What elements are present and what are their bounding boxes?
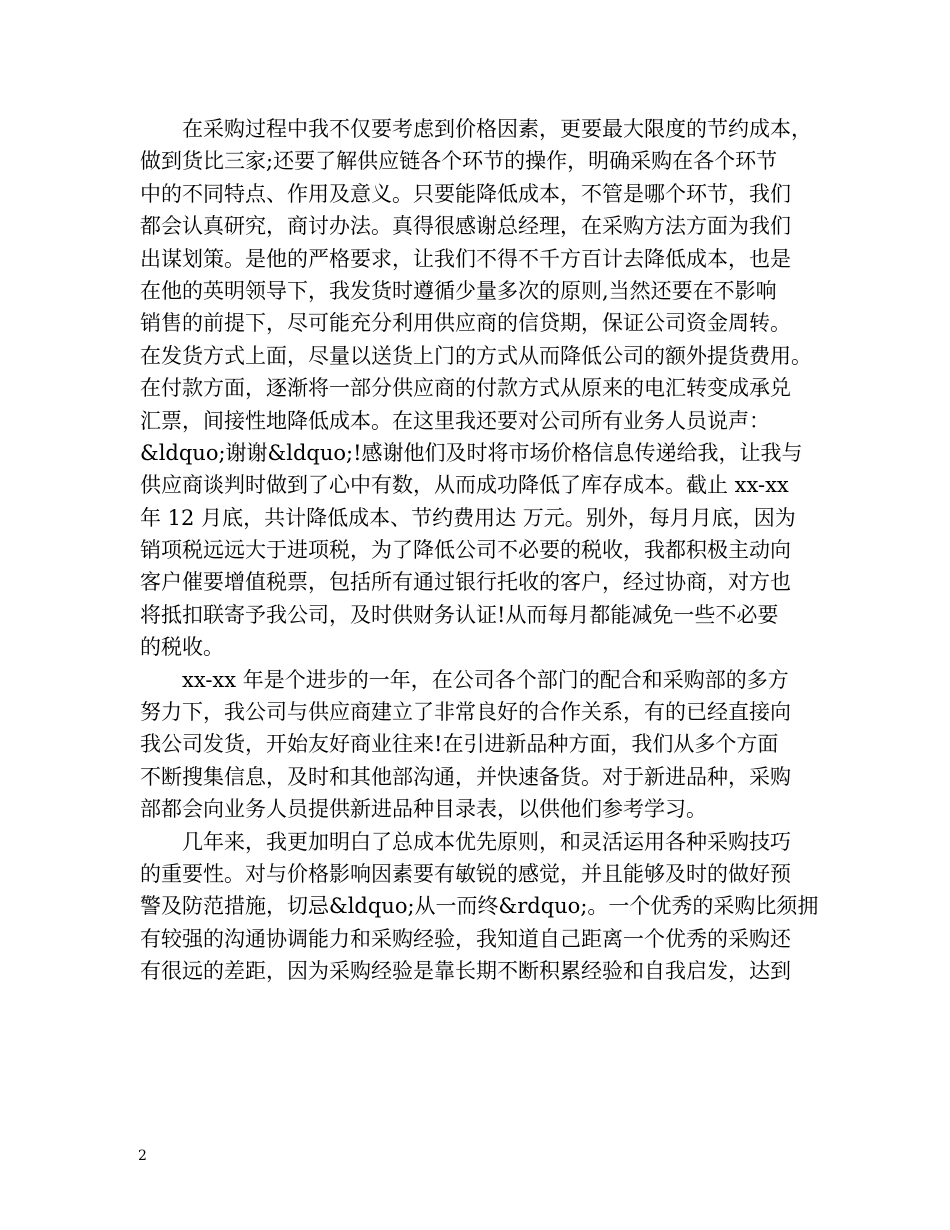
- text-line: 中的不同特点、作用及意义。只要能降低成本，不管是哪个环节，我们: [140, 181, 791, 206]
- text-line: 努力下，我公司与供应商建立了非常良好的合作关系，有的已经直接向: [140, 700, 791, 725]
- paragraph: [140, 826, 840, 988]
- text-line: 做到货比三家;还要了解供应链各个环节的操作，明确采购在各个环节: [140, 149, 778, 174]
- paragraph: [140, 664, 840, 826]
- text-line: 都会认真研究，商讨办法。真得很感谢总经理，在采购方法方面为我们: [140, 214, 791, 239]
- text-line: 部都会向业务人员提供新进品种目录表，以供他们参考学习。: [140, 797, 707, 822]
- text-line: 不断搜集信息，及时和其他部沟通，并快速备货。对于新进品种，采购: [140, 764, 791, 789]
- page-number: 2: [138, 1148, 147, 1164]
- text-line: 销售的前提下，尽可能充分利用供应商的信贷期，保证公司资金周转。: [140, 311, 791, 336]
- text-line: 几年来，我更加明白了总成本优先原则，和灵活运用各种采购技巧: [182, 829, 791, 854]
- text-line: 有很远的差距，因为采购经验是靠长期不断积累经验和自我启发，达到: [140, 959, 791, 984]
- body-text: [140, 113, 840, 988]
- text-line: &ldquo;谢谢&ldquo;!感谢他们及时将市场价格信息传递给我，让我与: [140, 440, 803, 465]
- text-line: 汇票，间接性地降低成本。在这里我还要对公司所有业务人员说声：: [140, 408, 770, 433]
- text-line: 在采购过程中我不仅要考虑到价格因素，更要最大限度的节约成本，: [182, 117, 812, 141]
- text-line: 出谋划策。是他的严格要求，让我们不得不千方百计去降低成本，也是: [140, 246, 791, 271]
- text-line: 年 12 月底，共计降低成本、节约费用达 万元。别外，每月月底，因为: [140, 505, 796, 530]
- text-line: 警及防范措施，切忌&ldquo;从一而终&rdquo;。一个优秀的采购比须拥: [140, 894, 819, 919]
- text-line: 供应商谈判时做到了心中有数，从而成功降低了库存成本。截止 xx-xx: [140, 473, 789, 498]
- text-line: xx-xx 年是个进步的一年，在公司各个部门的配合和采购部的多方: [182, 667, 789, 692]
- text-line: 有较强的沟通协调能力和采购经验，我知道自己距离一个优秀的采购还: [140, 926, 791, 951]
- paragraph: [140, 113, 840, 664]
- text-line: 我公司发货，开始友好商业往来!在引进新品种方面，我们从多个方面: [140, 732, 779, 757]
- text-line: 将抵扣联寄予我公司，及时供财务认证!从而每月都能减免一些不必要: [140, 602, 779, 627]
- text-line: 的重要性。对与价格影响因素要有敏锐的感觉，并且能够及时的做好预: [140, 861, 791, 886]
- text-line: 销项税远远大于进项税，为了降低公司不必要的税收，我都积极主动向: [140, 538, 791, 563]
- text-line: 客户催要增值税票，包括所有通过银行托收的客户，经过协商，对方也: [140, 570, 791, 595]
- text-line: 在付款方面，逐渐将一部分供应商的付款方式从原来的电汇转变成承兑: [140, 376, 791, 401]
- text-line: 在他的英明领导下，我发货时遵循少量多次的原则,当然还要在不影响: [140, 278, 777, 303]
- text-line: 的税收。: [140, 635, 224, 660]
- text-line: 在发货方式上面，尽量以送货上门的方式从而降低公司的额外提货费用。: [140, 343, 812, 368]
